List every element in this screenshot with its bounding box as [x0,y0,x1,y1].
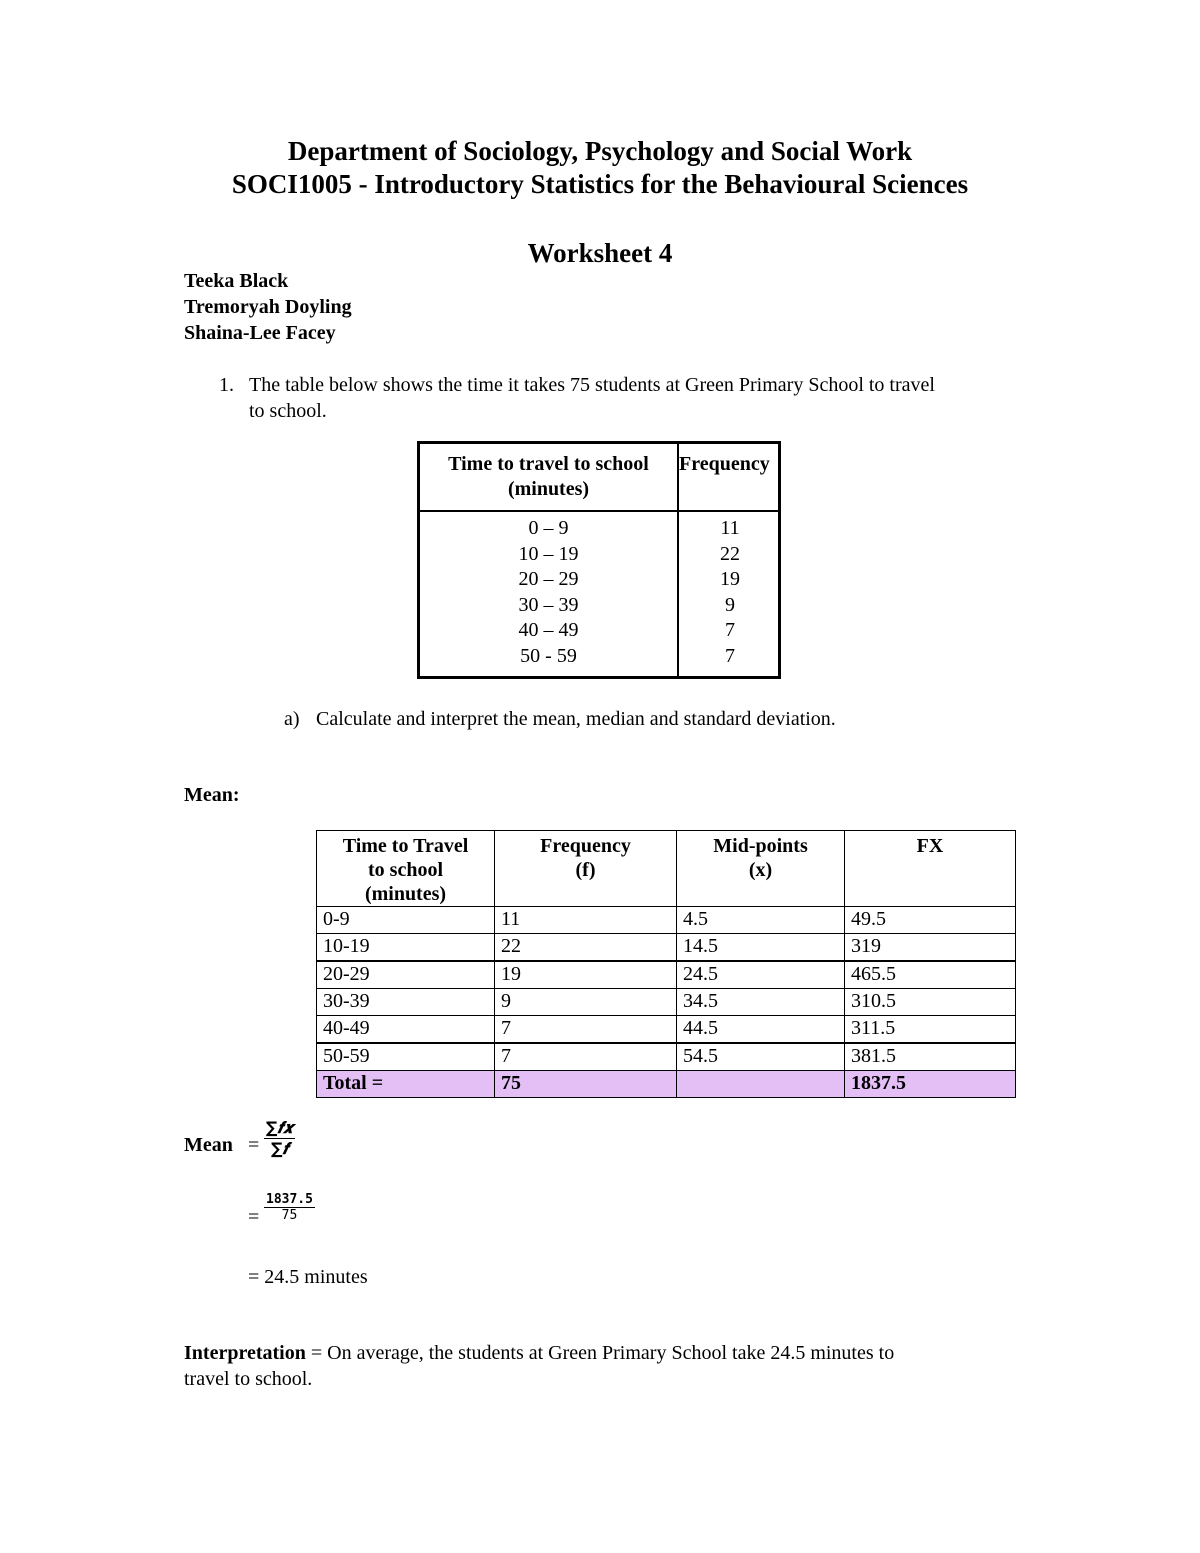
table-cell: 24.5 [677,961,845,989]
table-cell: 11 [720,517,740,539]
table-cell: 19 [495,961,677,989]
table-cell: 34.5 [677,989,845,1016]
table-cell: 44.5 [677,1016,845,1044]
table1-frequencies [679,516,781,669]
worksheet-title: Worksheet 4 [527,238,673,268]
table-cell: 11 [495,907,677,934]
mean-calculation-table [316,830,1016,1098]
table-cell: 381.5 [845,1043,1016,1071]
frequency-table [417,441,781,679]
author-2: Tremoryah Doyling [184,296,352,318]
substitution-fraction [264,1192,315,1223]
header-time: Time to Travel to school (minutes) [317,831,495,907]
total-fx: 1837.5 [845,1071,1016,1098]
table-cell: 49.5 [845,907,1016,934]
table-cell: 0-9 [317,907,495,934]
table-cell: 4.5 [677,907,845,934]
substitution-numerator: 1837.5 [266,1192,313,1207]
table-cell: 19 [720,568,740,590]
formula-numerator: ∑𝒇𝒙 [266,1118,294,1137]
total-frequency: 75 [495,1071,677,1098]
formula-denominator: ∑𝒇 [271,1139,289,1158]
table-header-row [317,831,1016,907]
table-cell: 0 – 9 [528,517,569,539]
formula-label: Mean [184,1134,233,1156]
substitution-equals: = [248,1206,260,1228]
table-cell: 54.5 [677,1043,845,1071]
course-title: SOCI1005 - Introductory Statistics for the Behavioural Sciences [231,169,969,199]
table-total-row [317,1071,1016,1098]
table-cell: 10-19 [317,934,495,962]
mean-formula-fraction [264,1118,295,1159]
table-cell: 319 [845,934,1016,962]
table-cell: 310.5 [845,989,1016,1016]
table-cell: 465.5 [845,961,1016,989]
table-cell: 9 [725,593,735,616]
formula-equals: = [248,1134,260,1156]
table-row [317,934,1016,962]
question-text-line2: to school. [249,400,327,422]
table-cell: 50 - 59 [520,644,577,667]
table-row [317,1016,1016,1044]
table-cell: 7 [495,1043,677,1071]
table-cell: 22 [720,542,740,565]
table-cell: 14.5 [677,934,845,962]
table-cell: 9 [495,989,677,1016]
table-cell: 7 [725,644,735,667]
table-row [317,961,1016,989]
header-frequency: Frequency (f) [495,831,677,907]
author-1: Teeka Black [184,270,289,292]
part-a-label: a) [284,708,300,730]
table-cell: 20-29 [317,961,495,989]
header-midpoints: Mid-points (x) [677,831,845,907]
total-midpoints [677,1071,845,1098]
question-number: 1. [219,374,234,396]
author-3: Shaina-Lee Facey [184,322,336,344]
interpretation-label: Interpretation [184,1342,306,1364]
table-cell: 30 – 39 [518,593,579,616]
table-cell: 311.5 [845,1016,1016,1044]
interpretation-line1 [184,1340,894,1366]
header-fx: FX [845,831,1016,907]
table-cell: 7 [725,619,735,641]
department-title: Department of Sociology, Psychology and Social Work [287,136,913,166]
interpretation-text: = On average, the students at Green Primary School take 24.5 minutes to [305,1342,895,1364]
substitution-denominator: 75 [281,1208,298,1223]
part-a-text: Calculate and interpret the mean, median and standard deviation. [316,708,836,730]
table-row [317,1043,1016,1071]
table1-header-frequency: Frequency [679,453,770,475]
table-cell: 40-49 [317,1016,495,1044]
table-cell: 7 [495,1016,677,1044]
mean-result: = 24.5 minutes [248,1266,368,1288]
table1-header-time: Time to travel to school (minutes) [448,453,649,500]
table-row [317,989,1016,1016]
question-text-line1: The table below shows the time it takes 75 students at Green Primary School to travel [249,374,935,396]
table-cell: 50-59 [317,1043,495,1071]
total-label: Total = [317,1071,495,1098]
mean-heading: Mean: [184,784,240,806]
table-cell: 10 – 19 [518,542,579,565]
table-cell: 22 [495,934,677,962]
table-cell: 20 – 29 [518,568,579,590]
table-cell: 30-39 [317,989,495,1016]
interpretation-line2: travel to school. [184,1368,313,1390]
table-cell: 40 – 49 [518,619,579,641]
table1-ranges [420,516,677,669]
table-row [317,907,1016,934]
